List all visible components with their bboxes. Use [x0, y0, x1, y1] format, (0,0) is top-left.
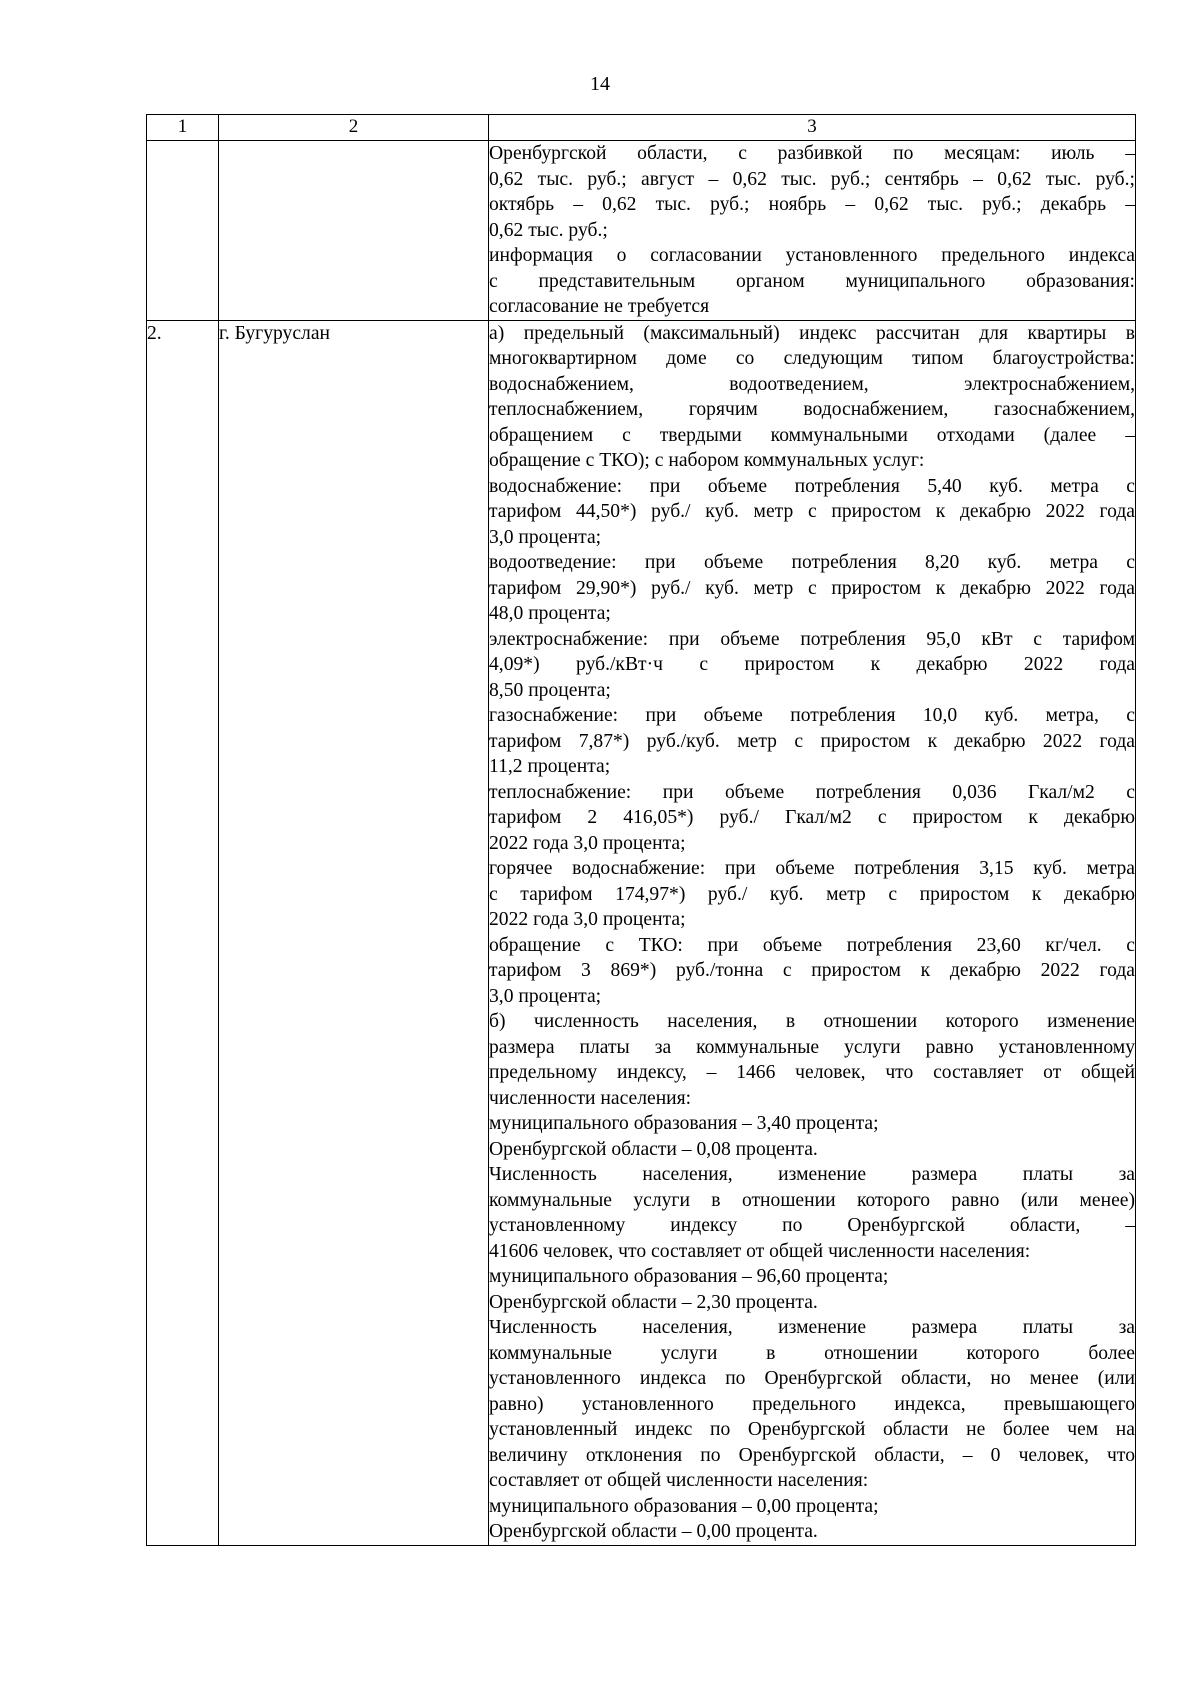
text-line: б) численность населения, в отношении которого изменение [489, 1011, 1135, 1032]
text-line: 48,0 процента; [489, 603, 611, 624]
text-line: коммунальные услуги в отношении которого равно (или менее) [489, 1189, 1135, 1211]
text-line: 3,0 процента; [489, 985, 602, 1007]
text-line: информация о согласовании установленного предельного индекса [489, 245, 1135, 266]
text-line: 11,2 процента; [489, 756, 611, 777]
text-line: 4,09*) руб./кВт·ч с приростом к декабрю 2022 года [489, 654, 1135, 675]
text-line: Оренбургской области – 0,08 процента. [489, 1138, 818, 1160]
text-line: электроснабжение: при объеме потребления 95,0 кВт с тарифом [489, 628, 1135, 650]
text-line: водоснабжение: при объеме потребления 5,40 куб. метра с [489, 475, 1135, 497]
table-row [147, 320, 1136, 1545]
text-line: а) предельный (максимальный) индекс рассчитан для квартиры в [489, 322, 1135, 344]
column-header-2: 2 [219, 115, 489, 141]
text-line: муниципального образования – 3,40 процента; [489, 1113, 879, 1134]
text-line: тарифом 2 416,05*) руб./ Гкал/м2 с приростом к декабрю [489, 807, 1135, 828]
text-line: 8,50 процента; [489, 679, 611, 701]
text-line: коммунальные услуги в отношении которого более [489, 1342, 1135, 1364]
text-line: установленному индексу по Оренбургской области, – [489, 1215, 1135, 1236]
text-line: тарифом 29,90*) руб./ куб. метр с приростом к декабрю 2022 года [489, 577, 1135, 599]
municipality-name: г. Бугуруслан [219, 320, 489, 1545]
continuation-text [489, 141, 1135, 320]
text-line: теплоснабжением, горячим водоснабжением, газоснабжением, [489, 399, 1135, 420]
text-line: обращением с твердыми коммунальными отходами (далее – [489, 424, 1135, 446]
text-line: 0,62 тыс. руб.; август – 0,62 тыс. руб.; сентябрь – 0,62 тыс. руб.; [489, 168, 1135, 190]
text-line: теплоснабжение: при объеме потребления 0,036 Гкал/м2 с [489, 781, 1135, 803]
text-line: Оренбургской области, с разбивкой по месяцам: июль – [489, 143, 1135, 164]
row-content-text [489, 321, 1135, 1545]
continuation-content-cell [489, 141, 1136, 321]
text-line: Численность населения, изменение размера платы за [489, 1164, 1135, 1185]
text-line: многоквартирном доме со следующим типом благоустройства: [489, 348, 1135, 369]
text-line: тарифом 44,50*) руб./ куб. метр с приростом к декабрю 2022 года [489, 501, 1135, 522]
continuation-row [147, 141, 1136, 321]
text-line: 3,0 процента; [489, 526, 602, 548]
text-line: Оренбургской области – 0,00 процента. [489, 1521, 818, 1542]
text-line: 0,62 тыс. руб.; [489, 219, 608, 241]
text-line: численности населения: [489, 1087, 692, 1109]
continuation-number-cell [147, 141, 219, 321]
text-line: обращение с ТКО: при объеме потребления 23,60 кг/чел. с [489, 934, 1135, 956]
text-line: 41606 человек, что составляет от общей численности населения: [489, 1240, 1031, 1262]
text-line: октябрь – 0,62 тыс. руб.; ноябрь – 0,62 тыс. руб.; декабрь – [489, 194, 1135, 215]
text-line: водоотведение: при объеме потребления 8,20 куб. метра с [489, 552, 1135, 573]
text-line: составляет от общей численности населения: [489, 1470, 869, 1491]
text-line: Оренбургской области – 2,30 процента. [489, 1291, 818, 1313]
text-line: газоснабжение: при объеме потребления 10,0 куб. метра, с [489, 705, 1135, 726]
text-line: 2022 года 3,0 процента; [489, 909, 686, 930]
row-content-cell [489, 320, 1136, 1545]
column-header-3: 3 [489, 115, 1136, 141]
text-line: величину отклонения по Оренбургской области, – 0 человек, что [489, 1444, 1135, 1466]
text-line: муниципального образования – 96,60 процента; [489, 1266, 889, 1287]
text-line: тарифом 3 869*) руб./тонна с приростом к декабрю 2022 года [489, 960, 1135, 981]
row-number: 2. [147, 320, 219, 1545]
column-header-1: 1 [147, 115, 219, 141]
text-line: установленный индекс по Оренбургской области не более чем на [489, 1419, 1135, 1440]
text-line: 2022 года 3,0 процента; [489, 832, 686, 854]
text-line: Численность населения, изменение размера платы за [489, 1317, 1135, 1338]
text-line: размера платы за коммунальные услуги равно установленному [489, 1036, 1135, 1058]
header-row [147, 115, 1136, 141]
document-table [146, 114, 1136, 1546]
text-line: водоснабжением, водоотведением, электроснабжением, [489, 373, 1135, 395]
text-line: обращение с ТКО); с набором коммунальных услуг: [489, 450, 925, 471]
text-line: предельному индексу, – 1466 человек, что составляет от общей [489, 1062, 1135, 1083]
page-number: 14 [590, 73, 610, 95]
text-line: установленного индекса по Оренбургской области, но менее (или [489, 1368, 1135, 1389]
text-line: тарифом 7,87*) руб./куб. метр с приростом к декабрю 2022 года [489, 730, 1135, 752]
text-line: муниципального образования – 0,00 процента; [489, 1495, 879, 1517]
text-line: равно) установленного предельного индекса, превышающего [489, 1393, 1135, 1415]
text-line: с представительным органом муниципального образования: [489, 270, 1135, 292]
text-line: согласование не требуется [489, 296, 710, 317]
text-line: с тарифом 174,97*) руб./ куб. метр с приростом к декабрю [489, 883, 1135, 905]
continuation-name-cell [219, 141, 489, 321]
text-line: горячее водоснабжение: при объеме потребления 3,15 куб. метра [489, 858, 1135, 879]
